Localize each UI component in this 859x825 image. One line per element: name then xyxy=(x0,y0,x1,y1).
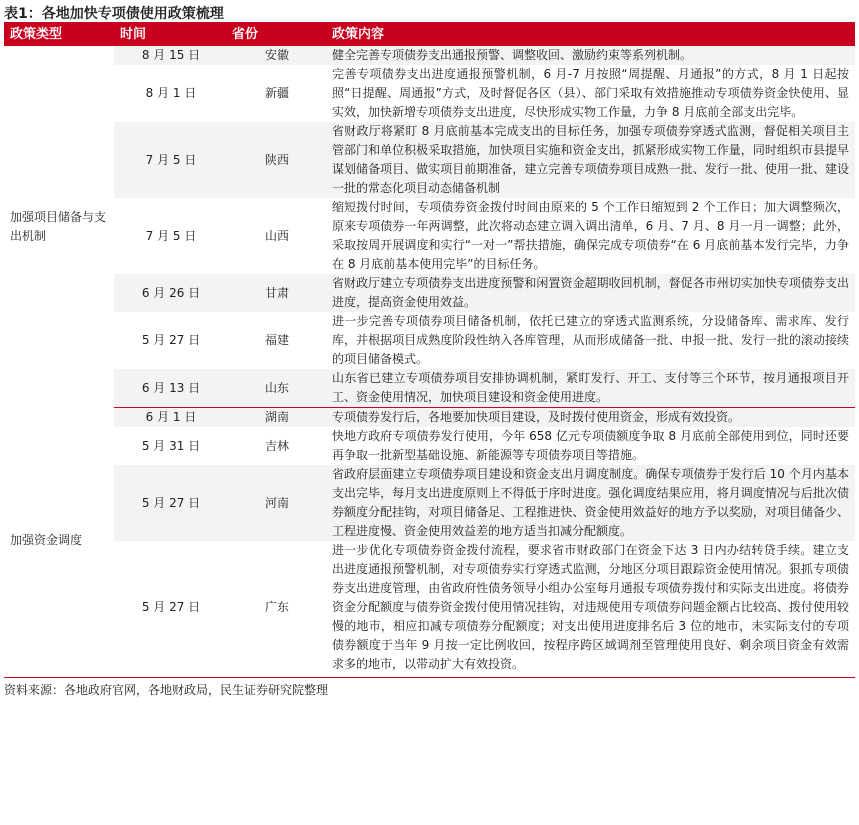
date-cell: 8 月 1 日 xyxy=(145,86,197,100)
date-cell: 5 月 27 日 xyxy=(141,600,201,614)
date-cell: 7 月 5 日 xyxy=(145,228,197,243)
content-cell: 省政府层面建立专项债券项目建设和资金支出月调度制度。确保专项债券于发行后 10 个月内基本支出完毕，每月支出进度原则上不得低于序时进度。强化调度结果应用，将月调度情况与后批次债券额度分配挂钩，对项目储备足、工程推进快、资金使用效益好的地方予以奖励，对项目储备少、工程进度慢、资金使用效益差的地方适当扣减分配额度。 xyxy=(326,465,855,541)
content-cell: 完善专项债券支出进度通报预警机制，6 月-7 月按照“周提醒、月通报”的方式，8 月 1 日起按照“日提醒、周通报”方式，及时督促各区（县）、部门采取有效措施推动专项债券资金快使用、显实效，加快新增专项债券支出进度，尽快形成实物工作量，力争 8 月底前全部支出完毕。 xyxy=(332,67,849,119)
header-province: 省份 xyxy=(226,22,326,46)
province-cell: 湖南 xyxy=(226,408,326,428)
category-cell: 加强资金调度 xyxy=(4,408,114,675)
content-cell: 健全完善专项债券支出通报预警、调整收回、激励约束等系列机制。 xyxy=(326,46,855,65)
page xyxy=(4,0,855,698)
province-cell: 新疆 xyxy=(264,86,289,100)
table-row xyxy=(4,274,855,312)
table-row xyxy=(4,369,855,408)
category-cell: 加强项目储备与支出机制 xyxy=(4,46,114,408)
content-cell: 进一步优化专项债券资金拨付流程，要求省市财政部门在资金下达 3 日内办结转贷手续。建立支出进度通报预警机制，对专项债券实行穿透式监测，分地区分项目跟踪资金使用情况。狠抓专项债券支出进度管理，由省政府性债务领导小组办公室每月通报专项债券拨付和实际支出进度。将债券资金分配额度与债券资金拨付使用情况挂钩，对违规使用专项债券问题金额占比较高、拨付使用较慢的地市，相应扣减专项债券分配额度；对支出使用进度排名后 3 位的地市，未实际支付的专项债券额度于当年 9 月按一定比例收回，按程序跨区域调剂至管理使用良好、剩余项目资金有效需求多的地市，以带动扩大有效投资。 xyxy=(332,543,849,671)
table-row xyxy=(4,427,855,465)
table-row xyxy=(4,541,855,674)
date-cell: 8 月 15 日 xyxy=(114,46,226,65)
content-cell: 专项债券发行后，各地要加快项目建设，及时拨付使用资金，形成有效投资。 xyxy=(326,408,855,428)
content-cell: 缩短拨付时间，专项债券资金拨付时间由原来的 5 个工作日缩短到 2 个工作日；加大调整频次，原来专项债券一年两调整，此次将动态建立调入调出清单，6 月、7 月、8 月一月一调整；此外，采取按周开展调度和实行“一对一”帮扶措施，确保完成专项债券“在 6 月底前基本发行完毕，力争在 8 月底前基本使用完毕”的目标任务。 xyxy=(332,200,849,271)
province-cell: 福建 xyxy=(264,333,289,347)
province-cell: 山西 xyxy=(264,228,289,243)
province-cell: 河南 xyxy=(226,465,326,541)
content-cell: 省财政厅建立专项债券支出进度预警和闲置资金超期收回机制，督促各市州切实加快专项债券支出进度，提高资金使用效益。 xyxy=(326,274,855,312)
table-row xyxy=(4,198,855,274)
header-time: 时间 xyxy=(114,22,226,46)
province-cell: 甘肃 xyxy=(226,274,326,312)
table-header-row xyxy=(4,22,855,46)
date-cell: 6 月 26 日 xyxy=(114,274,226,312)
table-row xyxy=(4,312,855,369)
date-cell: 6 月 13 日 xyxy=(114,369,226,408)
content-cell: 山东省已建立专项债券项目安排协调机制，紧盯发行、开工、支付等三个环节，按月通报项目开工、资金使用情况，加快项目建设和资金使用进度。 xyxy=(326,369,855,408)
table-row xyxy=(4,408,855,428)
table-row xyxy=(4,465,855,541)
content-cell: 省财政厅将紧盯 8 月底前基本完成支出的目标任务，加强专项债券穿透式监测，督促相关项目主管部门和单位积极采取措施，加快项目实施和资金支出，抓紧形成实物工作量，同时组织市县提早谋划储备项目、做实项目前期准备，建立完善专项债券项目成熟一批、发行一批、使用一批、建设一批的常态化项目动态储备机制 xyxy=(326,122,855,198)
date-cell: 5 月 31 日 xyxy=(141,438,201,453)
table-row xyxy=(4,122,855,198)
table-title: 表1：各地加快专项债使用政策梳理 xyxy=(4,6,224,22)
policy-table xyxy=(4,22,855,674)
source-note: 资料来源：各地政府官网，各地财政局，民生证券研究院整理 xyxy=(4,677,855,698)
content-cell: 进一步完善专项债券项目储备机制，依托已建立的穿透式监测系统，分设储备库、需求库、发行库，并根据项目成熟度阶段性纳入各库管理，从而形成储备一批、申报一批、发行一批的滚动接续的项目储备模式。 xyxy=(332,314,849,366)
header-type: 政策类型 xyxy=(4,22,114,46)
date-cell: 7 月 5 日 xyxy=(114,122,226,198)
province-cell: 山东 xyxy=(226,369,326,408)
date-cell: 5 月 27 日 xyxy=(141,333,201,347)
province-cell: 安徽 xyxy=(226,46,326,65)
date-cell: 5 月 27 日 xyxy=(114,465,226,541)
content-cell: 快地方政府专项债券发行使用，今年 658 亿元专项债额度争取 8 月底前全部使用到位，同时还要再争取一批新型基础设施、新能源等专项债券项目等措施。 xyxy=(332,429,849,462)
table-row xyxy=(4,65,855,122)
province-cell: 吉林 xyxy=(264,438,289,453)
table-row xyxy=(4,46,855,65)
province-cell: 陕西 xyxy=(226,122,326,198)
header-content: 政策内容 xyxy=(326,22,855,46)
province-cell: 广东 xyxy=(264,600,289,614)
date-cell: 6 月 1 日 xyxy=(114,408,226,428)
